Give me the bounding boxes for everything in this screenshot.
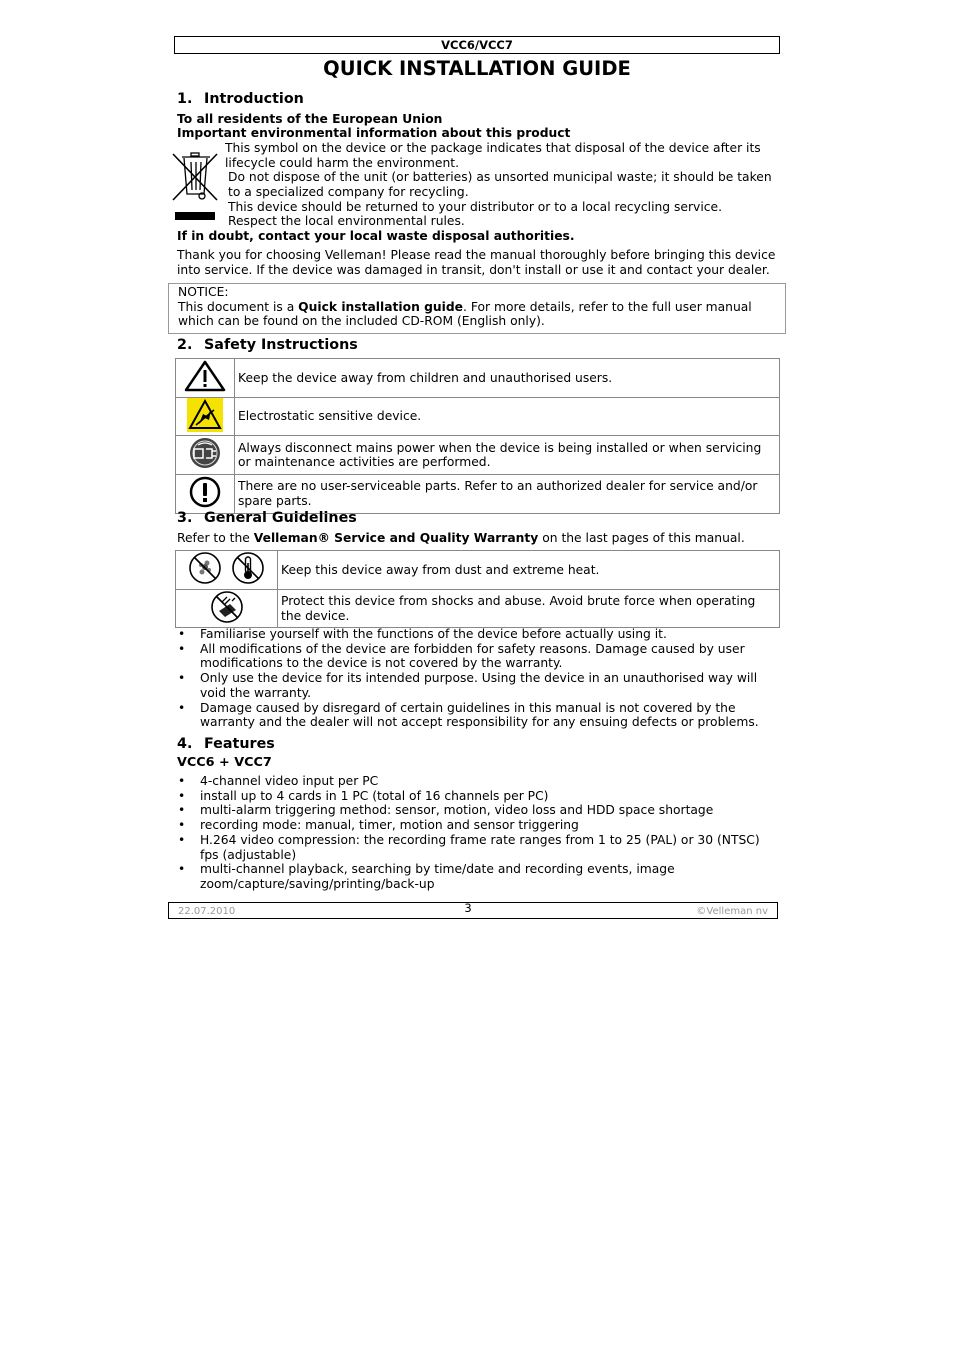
notice-line-1: This document is a Quick installation guide. For more details, refer to the full user manual — [178, 299, 752, 314]
notice-line-2: which can be found on the included CD-ROM (English only). — [178, 314, 545, 329]
eu-residents-line: To all residents of the European Union — [177, 112, 443, 126]
no-heat-icon — [231, 551, 265, 585]
weee-text-5: This device should be returned to your distributor or to a local recycling service. — [228, 200, 722, 214]
table-row — [176, 436, 780, 475]
section-heading-general: 3. General Guidelines — [177, 510, 357, 526]
list-item: • recording mode: manual, timer, motion and sensor triggering — [177, 818, 767, 833]
guideline-text-1: Keep this device away from dust and extreme heat. — [278, 551, 780, 590]
model-header: VCC6/VCC7 — [174, 36, 780, 54]
features-list — [177, 774, 767, 892]
list-item: • Only use the device for its intended purpose. Using the device in an unauthorised way will void the warranty. — [177, 671, 778, 700]
footer-copyright: ©Velleman nv — [696, 906, 768, 917]
table-row — [176, 397, 780, 436]
waste-authority-line: If in doubt, contact your local waste disposal authorities. — [177, 229, 575, 243]
safety-text-3: Always disconnect mains power when the device is being installed or when servicing or maintenance activities are performed. — [235, 436, 780, 475]
page-title: QUICK INSTALLATION GUIDE — [323, 57, 631, 80]
list-item: • Familiarise yourself with the functions of the device before actually using it. — [177, 627, 778, 642]
disconnect-power-icon — [188, 436, 222, 470]
list-item: • Damage caused by disregard of certain guidelines in this manual is not covered by the warranty and the dealer will not accept responsibility for any ensuing defects or problems. — [177, 701, 778, 730]
no-shock-icon — [210, 590, 244, 624]
list-item: • multi-channel playback, searching by time/date and recording events, image zoom/capture/saving/printing/back-up — [177, 862, 767, 891]
list-item: • 4-channel video input per PC — [177, 774, 767, 789]
thanks-line-2: into service. If the device was damaged in transit, don't install or use it and contact your dealer. — [177, 263, 770, 277]
table-row — [176, 359, 780, 398]
notice-box — [168, 283, 786, 334]
warning-triangle-icon — [183, 359, 227, 393]
weee-bin-icon — [171, 150, 219, 224]
table-row — [176, 475, 780, 514]
list-item: • H.264 video compression: the recording frame rate ranges from 1 to 25 (PAL) or 30 (NTSC) fps (adjustable) — [177, 833, 767, 862]
guidelines-list — [177, 627, 778, 730]
guideline-text-2: Protect this device from shocks and abuse. Avoid brute force when operating the device. — [278, 589, 780, 628]
features-subheading: VCC6 + VCC7 — [177, 755, 272, 770]
table-row — [176, 589, 780, 628]
thanks-line-1: Thank you for choosing Velleman! Please read the manual thoroughly before bringing this device — [177, 248, 776, 262]
safety-text-2: Electrostatic sensitive device. — [235, 397, 780, 436]
exclamation-icon — [188, 475, 222, 509]
environment-info-line: Important environmental information about this product — [177, 126, 571, 140]
safety-table — [175, 358, 780, 514]
table-row — [176, 551, 780, 590]
guidelines-table — [175, 550, 780, 628]
list-item: • All modifications of the device are forbidden for safety reasons. Damage caused by user modifications to the device is not covered by the warranty. — [177, 642, 778, 671]
section-heading-safety: 2. Safety Instructions — [177, 337, 358, 353]
weee-text-2: lifecycle could harm the environment. — [225, 156, 459, 170]
section-heading-features: 4. Features — [177, 736, 275, 752]
warranty-reference: Refer to the Velleman® Service and Quality Warranty on the last pages of this manual. — [177, 531, 745, 545]
safety-text-1: Keep the device away from children and unauthorised users. — [235, 359, 780, 398]
no-dust-icon — [188, 551, 222, 585]
section-heading-introduction: 1. Introduction — [177, 91, 304, 107]
list-item: • multi-alarm triggering method: sensor, motion, video loss and HDD space shortage — [177, 803, 767, 818]
weee-text-3: Do not dispose of the unit (or batteries) as unsorted municipal waste; it should be taken — [228, 170, 772, 184]
esd-icon — [187, 398, 223, 432]
weee-text-6: Respect the local environmental rules. — [228, 214, 465, 228]
safety-text-4: There are no user-serviceable parts. Refer to an authorized dealer for service and/or spare parts. — [235, 475, 780, 514]
page-footer — [168, 902, 778, 919]
footer-date: 22.07.2010 — [178, 906, 236, 917]
notice-label: NOTICE: — [178, 285, 229, 299]
page-number: 3 — [464, 901, 472, 915]
list-item: • install up to 4 cards in 1 PC (total of 16 channels per PC) — [177, 789, 767, 804]
weee-text-4: to a specialized company for recycling. — [228, 185, 469, 199]
weee-text-1: This symbol on the device or the package indicates that disposal of the device after its — [225, 141, 761, 155]
